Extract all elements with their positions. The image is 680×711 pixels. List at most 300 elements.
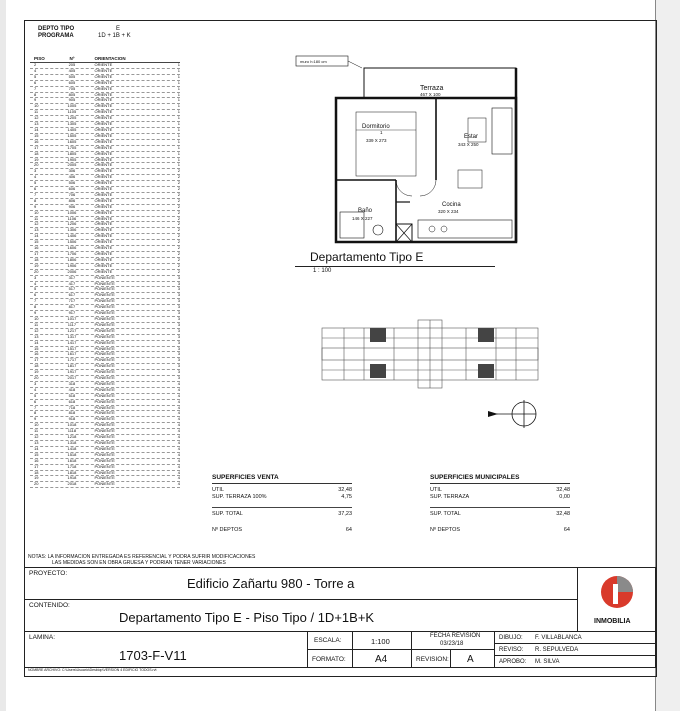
contenido-cell: [24, 599, 578, 632]
cell-tipo: 1: [177, 104, 180, 109]
cell-orientacion: PONIENTE: [94, 305, 115, 310]
terraza-dim: 467 X 100: [420, 92, 441, 97]
fecha-value: 03/23/18: [440, 641, 464, 647]
cocina-dim: 320 X 234: [438, 209, 459, 214]
cell-piso: 9: [34, 311, 37, 316]
cell-tipo: 4: [177, 417, 180, 422]
north-arrow-icon: [486, 396, 544, 432]
cell-piso: 3: [34, 169, 37, 174]
cell-numero: 605: [68, 80, 76, 85]
cell-orientacion: PONIENTE: [94, 358, 115, 363]
cell-orientacion: ORIENTE: [94, 92, 113, 97]
cell-piso: 13: [34, 441, 39, 445]
cell-piso: 8: [34, 305, 37, 310]
cell-numero: 717: [68, 299, 76, 304]
cell-piso: 9: [34, 417, 37, 422]
cell-tipo: 2: [177, 257, 180, 262]
cell-numero: 406: [68, 175, 76, 180]
cell-tipo: 1: [177, 80, 180, 85]
municipales-title: SUPERFICIES MUNICIPALES: [430, 474, 570, 484]
cell-piso: 5: [34, 393, 37, 398]
cell-tipo: 2: [177, 187, 180, 192]
cell-tipo: 2: [177, 240, 180, 245]
cell-tipo: 1: [177, 68, 180, 73]
cell-orientacion: ORIENTE: [94, 246, 113, 251]
cell-orientacion: PONIENTE: [94, 376, 115, 381]
cell-piso: 20: [34, 376, 39, 381]
cell-numero: 705: [68, 86, 76, 91]
cell-piso: 10: [34, 316, 39, 321]
cell-numero: 1417: [67, 340, 77, 345]
cell-piso: 4: [34, 68, 37, 73]
cell-piso: 17: [34, 252, 39, 256]
cell-numero: 1518: [67, 452, 77, 457]
cell-tipo: 2: [177, 263, 180, 268]
terraza-label: Terraza: [420, 85, 444, 92]
cell-numero: 318: [68, 381, 76, 386]
escala-value: 1:100: [371, 637, 390, 646]
title-block: [24, 567, 656, 675]
cell-numero: 706: [68, 192, 76, 197]
cell-tipo: 4: [177, 482, 180, 487]
revision-value: A: [467, 654, 474, 665]
cell-piso: 6: [34, 293, 37, 298]
cell-numero: 2006: [67, 269, 77, 274]
cell-numero: 505: [68, 74, 76, 79]
cell-orientacion: PONIENTE: [94, 393, 115, 398]
cell-numero: 1618: [67, 458, 77, 463]
cell-piso: 19: [34, 370, 39, 375]
cell-piso: 10: [34, 423, 39, 428]
cell-piso: 6: [34, 80, 37, 85]
cell-piso: 18: [34, 151, 39, 156]
cell-tipo: 3: [177, 376, 180, 381]
cell-orientacion: PONIENTE: [94, 441, 115, 445]
cell-piso: 14: [34, 234, 39, 239]
cell-numero: 918: [68, 417, 76, 422]
cell-tipo: 2: [177, 204, 180, 209]
cell-tipo: 2: [177, 216, 180, 221]
cell-numero: 1405: [67, 127, 77, 132]
cell-numero: 1818: [67, 470, 77, 475]
venta-terraza-label: SUP. TERRAZA 100%: [212, 494, 267, 500]
cell-piso: 6: [34, 187, 37, 192]
cell-piso: 13: [34, 334, 39, 339]
cell-numero: 1705: [67, 145, 77, 150]
escala-label: ESCALA:: [314, 637, 342, 644]
venta-deptos-label: Nº DEPTOS: [212, 527, 243, 533]
cell-piso: 18: [34, 470, 39, 475]
dormitorio-label: Dormitorio: [362, 124, 390, 130]
cell-orientacion: PONIENTE: [94, 446, 115, 451]
cell-orientacion: PONIENTE: [94, 275, 115, 280]
table-header: [30, 56, 180, 63]
cell-piso: 17: [34, 145, 39, 150]
cell-piso: 11: [34, 216, 39, 221]
cell-orientacion: ORIENTE: [94, 252, 113, 256]
cell-orientacion: PONIENTE: [94, 452, 115, 457]
venta-terraza-value: 4,75: [341, 494, 352, 500]
cell-tipo: 4: [177, 411, 180, 416]
cell-piso: 19: [34, 476, 39, 481]
revision-value-cell: [450, 649, 495, 668]
proyecto-label: PROYECTO:: [29, 570, 68, 577]
depto-tipo-value: E: [116, 26, 121, 32]
municipales-util-label: UTIL: [430, 487, 442, 493]
cell-tipo: 4: [177, 441, 180, 445]
cell-numero: 1018: [67, 423, 77, 428]
formato-label: FORMATO:: [312, 656, 346, 663]
cell-tipo: 3: [177, 334, 180, 339]
lamina-label: LAMINA:: [29, 634, 56, 641]
notes-line-2: LAS MEDIDAS SON EN OBRA GRUESA Y PODRIAN TENER VARIACIONES: [52, 560, 226, 566]
cell-numero: 1217: [67, 328, 77, 333]
cell-orientacion: PONIENTE: [94, 370, 115, 375]
cell-numero: 1917: [67, 370, 77, 375]
cell-piso: 8: [34, 92, 37, 97]
cell-piso: 4: [34, 387, 37, 392]
cell-numero: 1306: [67, 228, 77, 233]
unit-header: [38, 26, 131, 40]
cell-numero: 1505: [67, 133, 77, 138]
cell-tipo: 2: [177, 234, 180, 239]
cell-orientacion: ORIENTE: [94, 181, 113, 186]
cell-orientacion: PONIENTE: [94, 381, 115, 386]
cell-tipo: 3: [177, 305, 180, 310]
cell-tipo: 1: [177, 98, 180, 103]
cell-piso: 14: [34, 127, 39, 132]
cell-numero: 1105: [67, 110, 77, 115]
cell-tipo: 3: [177, 287, 180, 292]
cell-numero: 718: [68, 405, 76, 410]
cell-tipo: 3: [177, 299, 180, 304]
cell-orientacion: PONIENTE: [94, 387, 115, 392]
cell-numero: 1205: [67, 116, 77, 121]
cell-numero: 517: [68, 287, 76, 292]
cell-piso: 20: [34, 163, 39, 168]
cell-orientacion: ORIENTE: [94, 86, 113, 91]
file-name: NOMBRE ARCHIVO: C:\Users\Usuario\Desktop\VERSION 4 EDIFICIO TODOS.rvt: [28, 668, 157, 672]
cell-numero: 1318: [67, 441, 77, 445]
cell-orientacion: PONIENTE: [94, 287, 115, 292]
cell-tipo: 3: [177, 370, 180, 375]
notes-line-1: NOTAS: LA INFORMACION ENTREGADA ES REFERENCIAL Y PODRA SUFRIR MODIFICACIONES: [28, 554, 256, 560]
cell-orientacion: ORIENTE: [94, 163, 113, 168]
cell-piso: 11: [34, 110, 39, 115]
venta-util-value: 32,48: [338, 487, 352, 493]
cell-tipo: 1: [177, 122, 180, 127]
revision-label: REVISION:: [416, 656, 449, 663]
cell-tipo: 4: [177, 476, 180, 481]
cell-piso: 15: [34, 133, 39, 138]
logo-cell: [577, 567, 656, 632]
lamina-value: 1703-F-V11: [119, 648, 187, 663]
cell-numero: 418: [68, 387, 76, 392]
cell-tipo: 2: [177, 198, 180, 203]
cell-orientacion: ORIENTE: [94, 127, 113, 132]
cell-piso: 5: [34, 287, 37, 292]
superficies-municipales: [430, 474, 570, 534]
aprobo-value: M. SILVA: [535, 659, 560, 665]
cell-numero: 506: [68, 181, 76, 186]
cell-orientacion: PONIENTE: [94, 458, 115, 463]
cell-piso: 15: [34, 346, 39, 351]
floor-plan: [292, 52, 528, 248]
cell-numero: 1806: [67, 257, 77, 262]
cell-piso: 18: [34, 364, 39, 369]
cell-numero: 1106: [67, 216, 77, 221]
cell-tipo: 1: [177, 145, 180, 150]
cell-piso: 3: [34, 275, 37, 280]
cell-numero: 1005: [67, 104, 77, 109]
municipales-total-value: 32,48: [556, 511, 570, 517]
aprobo-label: APROBO:: [499, 659, 527, 665]
cell-orientacion: PONIENTE: [94, 464, 115, 469]
cell-orientacion: ORIENTE: [94, 68, 113, 73]
cell-orientacion: ORIENTE: [94, 263, 113, 268]
cell-piso: 3: [34, 381, 37, 386]
cell-numero: 1317: [67, 334, 77, 339]
estar-dim: 343 X 250: [458, 142, 479, 147]
left-edge: [0, 0, 6, 711]
cell-tipo: 4: [177, 452, 180, 457]
cell-piso: 7: [34, 192, 37, 197]
estar-label: Estar: [464, 134, 479, 140]
cell-orientacion: ORIENTE: [94, 216, 113, 221]
cell-numero: 1118: [67, 429, 77, 434]
cell-orientacion: ORIENTE: [94, 74, 113, 79]
logo-text: INMOBILIA: [594, 618, 631, 625]
venta-deptos-value: 64: [345, 527, 352, 533]
cell-numero: 205: [68, 63, 76, 67]
cell-piso: 16: [34, 458, 39, 463]
cell-orientacion: ORIENTE: [94, 110, 113, 115]
cell-tipo: 2: [177, 210, 180, 215]
cell-orientacion: PONIENTE: [94, 417, 115, 422]
plan-title-underline: [295, 266, 495, 267]
cell-numero: 1617: [67, 352, 77, 357]
cell-numero: 805: [68, 92, 76, 97]
formato-value: A4: [375, 654, 388, 665]
cell-piso: 13: [34, 122, 39, 127]
cell-orientacion: ORIENTE: [94, 228, 113, 233]
cell-tipo: 1: [177, 133, 180, 138]
cell-piso: 7: [34, 405, 37, 410]
cell-orientacion: PONIENTE: [94, 470, 115, 475]
cell-tipo: 4: [177, 405, 180, 410]
cell-numero: 2018: [67, 482, 77, 487]
reviso-value: R. SEPULVEDA: [535, 647, 579, 653]
cell-numero: 906: [68, 204, 76, 209]
cell-orientacion: PONIENTE: [94, 405, 115, 410]
cell-piso: 12: [34, 435, 39, 440]
cell-orientacion: ORIENTE: [94, 98, 113, 103]
cell-tipo: 3: [177, 328, 180, 333]
cell-numero: 1605: [67, 139, 77, 144]
cell-numero: 1717: [67, 358, 77, 363]
cell-tipo: 3: [177, 293, 180, 298]
cell-tipo: 3: [177, 275, 180, 280]
cell-numero: 1017: [67, 316, 77, 321]
plan-scale: 1 : 100: [313, 268, 332, 274]
cell-orientacion: ORIENTE: [94, 169, 113, 174]
cell-piso: 16: [34, 352, 39, 357]
cell-piso: 14: [34, 340, 39, 345]
cell-numero: 817: [68, 305, 76, 310]
cell-numero: 1918: [67, 476, 77, 481]
cell-numero: 917: [68, 311, 76, 316]
cell-numero: 417: [68, 281, 76, 286]
cell-piso: 9: [34, 98, 37, 103]
cell-orientacion: PONIENTE: [94, 293, 115, 298]
cell-numero: 2017: [67, 376, 77, 381]
escala-value-cell: [352, 631, 412, 650]
aprobo-cell: [494, 655, 656, 668]
cell-orientacion: ORIENTE: [94, 175, 113, 180]
cell-numero: 617: [68, 293, 76, 298]
cell-piso: 12: [34, 116, 39, 121]
cell-tipo: 1: [177, 127, 180, 132]
cell-piso: 10: [34, 210, 39, 215]
cell-numero: 405: [68, 68, 76, 73]
cell-orientacion: PONIENTE: [94, 346, 115, 351]
escala-label-cell: [307, 631, 353, 650]
cell-tipo: 2: [177, 192, 180, 197]
cell-tipo: 4: [177, 393, 180, 398]
programa-label: PROGRAMA: [38, 33, 74, 39]
cell-tipo: 3: [177, 352, 180, 357]
formato-value-cell: [352, 649, 412, 668]
cell-tipo: 3: [177, 316, 180, 321]
cell-tipo: 2: [177, 228, 180, 233]
cell-piso: 15: [34, 452, 39, 457]
cell-tipo: 3: [177, 358, 180, 363]
cell-piso: 7: [34, 86, 37, 91]
cell-orientacion: PONIENTE: [94, 364, 115, 369]
reviso-label: REVISO:: [499, 647, 524, 653]
table-body: [30, 63, 180, 488]
cell-tipo: 2: [177, 175, 180, 180]
cell-tipo: 3: [177, 281, 180, 286]
cell-piso: 12: [34, 328, 39, 333]
cell-numero: 806: [68, 198, 76, 203]
cell-piso: 4: [34, 281, 37, 286]
cell-numero: 317: [68, 275, 76, 280]
cell-tipo: 4: [177, 470, 180, 475]
bano-label: Baño: [358, 208, 373, 214]
cell-tipo: 1: [177, 110, 180, 115]
cell-numero: 1305: [67, 122, 77, 127]
col-numero: Nº: [69, 56, 75, 61]
municipales-terraza-label: SUP. TERRAZA: [430, 494, 470, 500]
cell-tipo: 2: [177, 269, 180, 274]
cell-numero: 818: [68, 411, 76, 416]
cell-numero: 1606: [67, 246, 77, 251]
municipales-total-label: SUP. TOTAL: [430, 511, 461, 517]
fecha-cell: [411, 631, 495, 650]
cell-tipo: 4: [177, 429, 180, 434]
cell-orientacion: ORIENTE: [94, 151, 113, 156]
cell-tipo: 4: [177, 458, 180, 463]
formato-label-cell: [307, 649, 353, 668]
cell-piso: 17: [34, 464, 39, 469]
cell-tipo: 2: [177, 169, 180, 174]
dibujo-value: F. VILLABLANCA: [535, 635, 582, 641]
cell-numero: 1218: [67, 435, 77, 440]
plan-title: Departamento Tipo E: [310, 250, 424, 264]
cell-tipo: 1: [177, 116, 180, 121]
municipales-util-value: 32,48: [556, 487, 570, 493]
cell-piso: 14: [34, 446, 39, 451]
cell-numero: 1406: [67, 234, 77, 239]
cell-orientacion: ORIENTE: [94, 122, 113, 127]
cell-orientacion: PONIENTE: [94, 429, 115, 434]
cell-tipo: 1: [177, 139, 180, 144]
cell-piso: 10: [34, 104, 39, 109]
cell-numero: 1718: [67, 464, 77, 469]
units-table: [30, 56, 180, 488]
cell-orientacion: PONIENTE: [94, 399, 115, 404]
cell-numero: 618: [68, 399, 76, 404]
cell-piso: 11: [34, 429, 39, 434]
cell-numero: 518: [68, 393, 76, 398]
key-plan: [320, 318, 542, 390]
cell-orientacion: PONIENTE: [94, 340, 115, 345]
cell-tipo: 2: [177, 252, 180, 256]
cell-numero: 1006: [67, 210, 77, 215]
dormitorio-num: 1: [380, 130, 383, 135]
cell-orientacion: ORIENTE: [94, 234, 113, 239]
cell-orientacion: PONIENTE: [94, 316, 115, 321]
venta-total-label: SUP. TOTAL: [212, 511, 243, 517]
cell-tipo: 1: [177, 163, 180, 168]
cell-orientacion: ORIENTE: [94, 133, 113, 138]
cocina-label: Cocina: [442, 202, 461, 208]
programa-value: 1D + 1B + K: [98, 33, 131, 39]
cell-piso: 9: [34, 204, 37, 209]
cell-orientacion: PONIENTE: [94, 435, 115, 440]
cell-numero: 1905: [67, 157, 77, 162]
municipales-terraza-value: 0,00: [559, 494, 570, 500]
cell-numero: 1206: [67, 222, 77, 227]
cell-orientacion: ORIENTE: [94, 240, 113, 245]
municipales-deptos-value: 64: [563, 527, 570, 533]
fecha-label: FECHA REVISION: [430, 633, 481, 639]
col-orientacion: ORIENTACION: [94, 56, 126, 61]
cell-orientacion: ORIENTE: [94, 63, 113, 67]
bano-dim: 146 X 227: [352, 216, 373, 221]
cell-piso: 5: [34, 74, 37, 79]
cell-numero: 1706: [67, 252, 77, 256]
proyecto-value: Edificio Zañartu 980 - Torre a: [187, 576, 355, 591]
cell-piso: 2: [34, 63, 37, 67]
cell-tipo: 3: [177, 364, 180, 369]
cell-orientacion: ORIENTE: [94, 204, 113, 209]
cell-tipo: 1: [177, 63, 180, 67]
cell-orientacion: PONIENTE: [94, 476, 115, 481]
cell-piso: 20: [34, 269, 39, 274]
cell-numero: 1906: [67, 263, 77, 268]
cell-piso: 12: [34, 222, 39, 227]
cell-tipo: 3: [177, 346, 180, 351]
cell-numero: 1517: [67, 346, 77, 351]
cell-orientacion: ORIENTE: [94, 104, 113, 109]
lamina-cell: [24, 631, 308, 668]
contenido-label: CONTENIDO:: [29, 602, 70, 609]
cell-orientacion: PONIENTE: [94, 334, 115, 339]
cell-piso: 8: [34, 411, 37, 416]
cell-orientacion: ORIENTE: [94, 187, 113, 192]
